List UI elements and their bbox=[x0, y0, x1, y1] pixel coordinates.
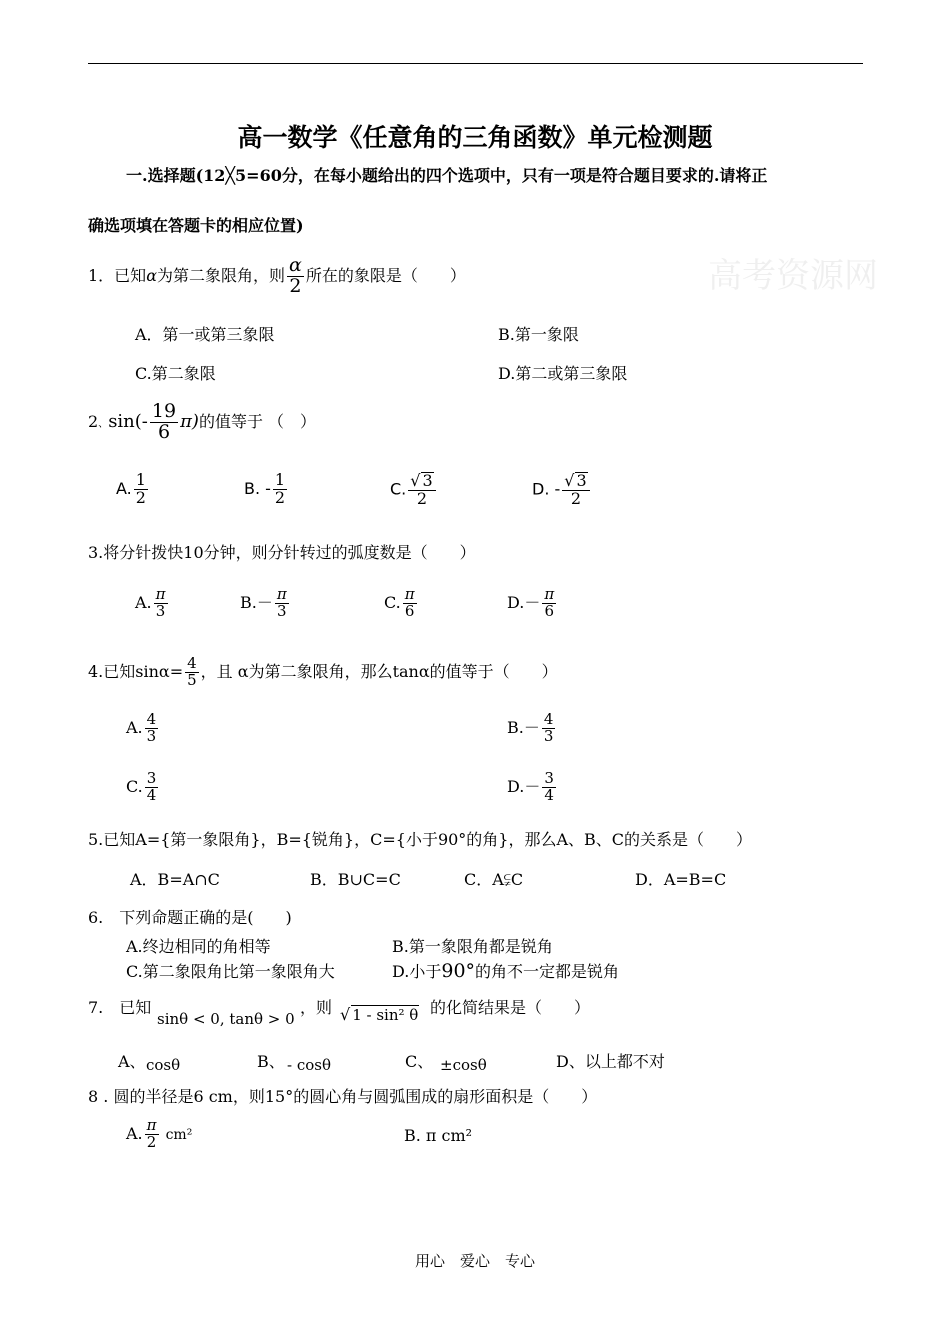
q2-c-den: 2 bbox=[416, 488, 428, 508]
q2-c-num: 3 bbox=[422, 471, 433, 490]
q6-option-b: B.第一象限角都是锐角 bbox=[392, 937, 553, 956]
question-3: 3.将分针拨快10分钟，则分针转过的弧度数是（ ） bbox=[88, 543, 476, 562]
q6-d-pre: D.小于 bbox=[392, 962, 442, 981]
q4-c-frac bbox=[145, 771, 159, 804]
q2-sin: sin(- bbox=[108, 410, 148, 432]
q7-c-label: C、 bbox=[405, 1052, 434, 1071]
q4-b-frac bbox=[542, 712, 556, 745]
q1-pre: 1．已知 bbox=[88, 265, 147, 285]
q4-option-b bbox=[507, 712, 557, 745]
q4-a-label: A. bbox=[126, 717, 143, 737]
q3-a-num: π bbox=[155, 585, 166, 603]
q2-option-a bbox=[116, 472, 150, 507]
q1-option-a: A．第一或第三象限 bbox=[135, 325, 275, 344]
q3-d-frac bbox=[542, 587, 556, 620]
q4-d-frac bbox=[542, 771, 556, 804]
question-1 bbox=[88, 256, 466, 297]
q6-option-d bbox=[392, 959, 619, 982]
q3-d-den: 6 bbox=[544, 601, 555, 620]
question-6: 6. 下列命题正确的是( ) bbox=[88, 908, 292, 927]
q1-alpha: α bbox=[146, 265, 157, 285]
q4-frac-num: 4 bbox=[187, 654, 197, 672]
q7-option-d: D、以上都不对 bbox=[556, 1052, 665, 1071]
q6-d-post: 的角不一定都是锐角 bbox=[475, 962, 620, 981]
q3-b-den: 3 bbox=[277, 601, 287, 620]
q7-radicand: 1 - sin² θ bbox=[352, 1006, 419, 1024]
question-8: 8 . 圆的半径是6 cm，则15°的圆心角与圆弧围成的扇形面积是（ ） bbox=[88, 1087, 598, 1106]
q8-option-a bbox=[126, 1118, 192, 1151]
q4-a-frac bbox=[145, 712, 159, 745]
q7-c-value: ±cosθ bbox=[440, 1056, 487, 1074]
q3-a-den: 3 bbox=[155, 601, 166, 620]
q2-post: 的值等于 （ ） bbox=[198, 411, 317, 431]
question-2: 2、sin(- $\frac{19}{6}$ π)的值等于 （ ） bbox=[88, 400, 317, 443]
q1-option-d: D.第二或第三象限 bbox=[498, 364, 628, 383]
q1-frac-den: 2 bbox=[289, 274, 302, 297]
q3-a-frac bbox=[154, 587, 168, 620]
q4-d-label: D.－ bbox=[507, 776, 541, 796]
q2-a-label: A. bbox=[116, 478, 132, 498]
q4-a-den: 3 bbox=[146, 726, 157, 745]
q3-b-num: π bbox=[276, 585, 287, 603]
q2-pi: π) bbox=[180, 410, 199, 432]
q2-frac-den: 6 bbox=[157, 420, 171, 443]
q4-pre: 4.已知sinα= bbox=[88, 661, 184, 681]
q4-c-den: 4 bbox=[146, 785, 157, 804]
q4-a-num: 4 bbox=[146, 710, 157, 728]
q5-option-a: A．B=A∩C bbox=[130, 870, 220, 889]
header-rule bbox=[88, 63, 863, 64]
q2-d-label: D. - bbox=[532, 479, 561, 499]
q2-frac-num: 19 bbox=[151, 400, 177, 422]
q7-condition: sinθ < 0, tanθ > 0 bbox=[157, 1010, 295, 1028]
q2-a-frac bbox=[134, 472, 148, 507]
page-footer: 用心 爱心 专心 bbox=[414, 1252, 535, 1270]
question-5: 5.已知A={第一象限角}，B={锐角}，C={小于90°的角}，那么A、B、C的关系是（ ） bbox=[88, 830, 753, 849]
q4-option-c bbox=[126, 771, 160, 804]
q3-c-label: C. bbox=[384, 592, 401, 612]
q3-a-label: A. bbox=[135, 592, 152, 612]
q7-post: 的化简结果是（ ） bbox=[430, 998, 591, 1017]
page-title: 高一数学《任意角的三角函数》单元检测题 bbox=[237, 123, 713, 152]
q4-b-den: 3 bbox=[543, 726, 554, 745]
q6-d-val: 90° bbox=[441, 960, 476, 982]
q1-option-b: B.第一象限 bbox=[498, 325, 579, 344]
q3-d-num: π bbox=[544, 585, 555, 603]
q5-option-d: D．A=B=C bbox=[635, 870, 727, 889]
q8-a-frac bbox=[145, 1118, 159, 1151]
q8-a-unit: cm² bbox=[165, 1126, 193, 1143]
q1-mid: 为第二象限角，则 bbox=[157, 265, 286, 285]
watermark: 高考资源网 bbox=[708, 256, 878, 296]
q7-option-c bbox=[405, 1049, 433, 1072]
q1-option-c: C.第二象限 bbox=[135, 364, 216, 383]
q2-c-frac: $\frac{√ 3}{2}$ bbox=[408, 472, 435, 508]
q3-b-label: B.－ bbox=[240, 592, 273, 612]
q7-b-value: - cosθ bbox=[287, 1056, 331, 1074]
q2-num: 2 bbox=[88, 411, 99, 431]
q3-option-a bbox=[135, 587, 170, 620]
q2-d-den: 2 bbox=[570, 488, 582, 508]
q2-c-label: C. bbox=[390, 479, 407, 499]
q2-d-num: 3 bbox=[576, 471, 587, 490]
q2-d-frac: $\frac{√ 3}{2}$ bbox=[562, 472, 589, 508]
question-4 bbox=[88, 656, 558, 689]
q4-option-d bbox=[507, 771, 558, 804]
q3-b-frac bbox=[275, 587, 289, 620]
q3-c-frac bbox=[403, 587, 417, 620]
q2-b-num: 1 bbox=[274, 470, 286, 489]
q4-c-num: 3 bbox=[146, 769, 157, 787]
q5-option-b: B．B∪C=C bbox=[310, 870, 401, 889]
q7-a-label: A、 bbox=[118, 1052, 146, 1071]
q3-option-d bbox=[507, 587, 558, 620]
q2-b-label: B. - bbox=[244, 478, 271, 498]
q2-fraction bbox=[150, 402, 178, 443]
q7-a-value: cosθ bbox=[146, 1056, 181, 1074]
q2-a-num: 1 bbox=[135, 470, 146, 489]
question-7-pre: 7. 已知 bbox=[88, 998, 152, 1017]
q7-option-a bbox=[118, 1049, 146, 1072]
q3-option-c bbox=[384, 587, 419, 620]
q2-b-frac bbox=[273, 472, 287, 507]
q2-option-b bbox=[244, 472, 289, 507]
q1-fraction bbox=[287, 256, 304, 297]
q1-frac-num: α bbox=[289, 254, 302, 276]
q4-b-num: 4 bbox=[543, 710, 554, 728]
q4-post: ，且 α为第二象限角，那么tanα的值等于（ ） bbox=[200, 661, 558, 681]
q4-frac-den: 5 bbox=[187, 670, 197, 689]
q1-post: 所在的象限是（ ） bbox=[305, 265, 466, 285]
q2-a-den: 2 bbox=[135, 487, 146, 507]
q3-option-b bbox=[240, 587, 291, 620]
q4-d-den: 4 bbox=[544, 785, 554, 804]
section-instruction-line2: 确选项填在答题卡的相应位置) bbox=[88, 216, 304, 235]
q2-b-den: 2 bbox=[274, 487, 286, 507]
q6-option-c: C.第二象限角比第一象限角大 bbox=[126, 962, 335, 981]
q6-option-a: A.终边相同的角相等 bbox=[126, 937, 271, 956]
q7-mid: ，则 bbox=[300, 998, 333, 1017]
q8-option-b: B. π cm² bbox=[404, 1126, 473, 1145]
q3-d-label: D.－ bbox=[507, 592, 541, 612]
q8-a-den: 2 bbox=[146, 1132, 157, 1151]
q3-c-den: 6 bbox=[404, 601, 415, 620]
q4-option-a bbox=[126, 712, 160, 745]
q7-radical: √ 1 - sin² θ bbox=[340, 1005, 419, 1024]
q8-a-label: A. bbox=[126, 1123, 143, 1143]
q8-a-num: π bbox=[146, 1116, 157, 1134]
q4-d-num: 3 bbox=[544, 769, 554, 787]
q4-c-label: C. bbox=[126, 776, 143, 796]
q7-option-b bbox=[257, 1049, 285, 1072]
q4-b-label: B.－ bbox=[507, 717, 540, 737]
q3-c-num: π bbox=[404, 585, 415, 603]
q7-b-label: B、 bbox=[257, 1052, 285, 1071]
q2-option-c bbox=[390, 472, 438, 508]
q5-option-c: C．A⫋C bbox=[464, 870, 524, 889]
q4-fraction bbox=[185, 656, 199, 689]
q2-option-d bbox=[532, 472, 592, 508]
section-instruction-line1: 一.选择题(12╳5=60分，在每小题给出的四个选项中，只有一项是符合题目要求的.请将正 bbox=[126, 166, 768, 185]
